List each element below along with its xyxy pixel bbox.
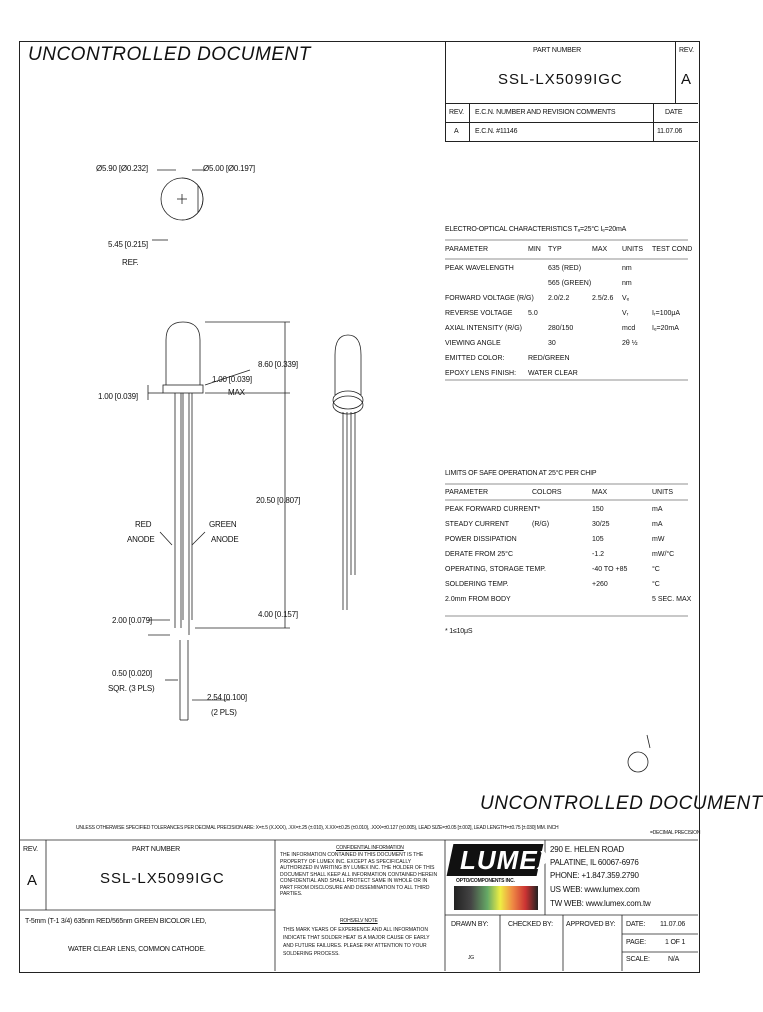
limits-header-0: PARAMETER	[445, 489, 489, 496]
eo-cell: PEAK WAVELENGTH	[445, 265, 514, 272]
approved-by-label: APPROVED BY:	[566, 921, 616, 928]
dim-height-ref: 5.45 [0.215]	[108, 240, 148, 249]
conf-text: THE INFORMATION CONTAINED IN THIS DOCUMENT IS THE PROPERTY OF LUMEX INC. EXCEPT AS SPECIFICALLY AUTHORIZED IN WRITING BY LUMEX INC. THE HOLDER OF THIS DOCUMENT SHALL KEEP ALL INFORMATION CONTAINED HEREIN CONFIDENTIAL AND SHALL PROTECT SAME IN WHOLE OR IN PART FROM DISCLOSURE AND DISSEMINATION TO ALL THIRD PARTIES.	[280, 852, 438, 897]
limits-cell: mA	[652, 521, 663, 528]
eo-cell: RED/GREEN	[528, 355, 570, 362]
addr-4: US WEB: www.lumex.com	[550, 885, 640, 894]
limits-cell: +260	[592, 581, 608, 588]
eo-cell: 5.0	[528, 310, 538, 317]
lumex-logo	[448, 842, 556, 912]
limits-cell: PEAK FORWARD CURRENT*	[445, 506, 541, 513]
limits-title: LIMITS OF SAFE OPERATION AT 25°C PER CHIP	[445, 470, 597, 477]
eo-cell: Iₑ=20mA	[652, 325, 679, 332]
limits-cell: mW	[652, 536, 665, 543]
eo-title: ELECTRO-OPTICAL CHARACTERISTICS Tₐ=25°C Iₑ=20mA	[445, 226, 627, 233]
drawn-by-value: JG	[468, 955, 474, 961]
dim-pitch-note: (2 PLS)	[211, 708, 237, 717]
limits-cell: 5 SEC. MAX	[652, 596, 692, 603]
rohs-title: ROHS/ELV NOTE	[340, 918, 378, 924]
eo-cell: Iᵣ=100μA	[652, 310, 681, 317]
eo-cell: EMITTED COLOR:	[445, 355, 505, 362]
tb-rev: A	[27, 872, 37, 889]
limits-cell: 2.0mm FROM BODY	[445, 596, 511, 603]
eo-header-5: TEST COND	[652, 246, 693, 253]
scale-label: SCALE:	[626, 956, 650, 963]
drawn-by-label: DRAWN BY:	[451, 921, 489, 928]
scale-value: N/A	[668, 956, 680, 963]
checked-by-label: CHECKED BY:	[508, 921, 553, 928]
dim-flange: 1.00 [0.039]	[212, 375, 252, 384]
eo-cell: WATER CLEAR	[528, 370, 578, 377]
part-number: SSL-LX5099IGC	[498, 71, 623, 88]
page-label: PAGE:	[626, 939, 646, 946]
limits-cell: POWER DISSIPATION	[445, 536, 517, 543]
eo-cell: FORWARD VOLTAGE (R/G)	[445, 295, 534, 302]
addr-2: PALATINE, IL 60067-6976	[550, 858, 639, 867]
tb-part-number: SSL-LX5099IGC	[100, 870, 225, 887]
watermark-bottom: UNCONTROLLED DOCUMENT	[480, 793, 763, 814]
rohs-mark	[628, 735, 650, 772]
rev-table-r2: 11.07.06	[657, 128, 683, 135]
eo-header-2: TYP	[548, 246, 562, 253]
dim-outer-diameter: Ø5.90 [Ø0.232]	[96, 164, 148, 173]
rev-table-h2: DATE	[665, 109, 683, 116]
limits-cell: °C	[652, 566, 660, 573]
eo-cell: Vₑ	[622, 295, 630, 302]
label-anode-red: ANODE	[127, 535, 155, 544]
eo-header-3: MAX	[592, 246, 608, 253]
page-value: 1 OF 1	[665, 939, 686, 946]
led-side-view	[333, 335, 363, 610]
addr-1: 290 E. HELEN ROAD	[550, 845, 624, 854]
limits-cell: SOLDERING TEMP.	[445, 581, 509, 588]
rev-value: A	[681, 71, 691, 88]
dim-body-diameter: Ø5.00 [Ø0.197]	[203, 164, 255, 173]
dim-lead-length: 20.50 [0.807]	[256, 496, 301, 505]
rev-table-r1: E.C.N. #11146	[475, 128, 518, 135]
limits-cell: 30/25	[592, 521, 610, 528]
date-label: DATE:	[626, 921, 646, 928]
tb-desc-1: T-5mm (T-1 3/4) 635nm RED/565nm GREEN BICOLOR LED,	[25, 918, 207, 925]
addr-3: PHONE: +1.847.359.2790	[550, 871, 639, 880]
eo-header-4: UNITS	[622, 246, 643, 253]
eo-header-1: MIN	[528, 246, 541, 253]
label-red: RED	[135, 520, 152, 529]
limits-cell: STEADY CURRENT	[445, 521, 510, 528]
eo-header-0: PARAMETER	[445, 246, 489, 253]
dim-lead-offset: 2.00 [0.079]	[112, 616, 152, 625]
eo-cell: nm	[622, 280, 632, 287]
eo-cell: Vᵣ	[622, 310, 629, 317]
eo-cell: 2.0/2.2	[548, 295, 570, 302]
dim-ref-label: REF.	[122, 258, 139, 267]
limits-header-2: MAX	[592, 489, 608, 496]
eo-cell: 280/150	[548, 325, 574, 332]
rohs-text: THIS MARK YEARS OF EXPERIENCE AND ALL INFORMATION INDICATE THAT SOLDER HEAT IS A MAJOR CAUSE OF EARLY AND FUTURE FAILURES. PLEASE PAY ATTENTION TO YOUR SOLDERING PROCESS.	[283, 927, 430, 957]
limits-cell: DERATE FROM 25°C	[445, 551, 514, 558]
eo-cell: nm	[622, 265, 632, 272]
dim-pitch: 2.54 [0.100]	[207, 693, 247, 702]
tb-rev-label: REV.	[23, 846, 38, 853]
date-value: 11.07.06	[660, 921, 686, 928]
tolerance-note-b: =DECIMAL PRECISION	[650, 830, 701, 836]
rev-table-h0: REV.	[449, 109, 464, 116]
eo-cell: VIEWING ANGLE	[445, 340, 501, 347]
conf-title: CONFIDENTIAL INFORMATION	[336, 845, 404, 851]
limits-cell: 105	[592, 536, 604, 543]
dim-lead-sqr-note: SQR. (3 PLS)	[108, 684, 155, 693]
limits-cell: OPERATING, STORAGE TEMP.	[445, 566, 547, 573]
eo-cell: REVERSE VOLTAGE	[445, 310, 513, 317]
logo-text: LUMEX	[460, 845, 556, 875]
eo-cell: 2θ ½	[622, 340, 638, 347]
tb-desc-2: WATER CLEAR LENS, COMMON CATHODE.	[68, 946, 206, 953]
addr-5: TW WEB: www.lumex.com.tw	[550, 899, 651, 908]
tolerance-note: UNLESS OTHERWISE SPECIFIED TOLERANCES PER DECIMAL PRECISION ARE: X=±.5 (X.XXX), .XX=±.25 (±.010), X.XX=±0.25 (±0.010), .XXX=±0.127 (±0.005), LEAD SIZE=±0.05 [±.002], LEAD LENGTH=±0.75 [±.030] MM. INCH	[76, 825, 559, 831]
limits-cell: °C	[652, 581, 660, 588]
label-anode-green: ANODE	[211, 535, 239, 544]
label-green: GREEN	[209, 520, 237, 529]
limits-cell: 150	[592, 506, 604, 513]
dim-lead-sqr: 0.50 [0.020]	[112, 669, 152, 678]
part-number-label: PART NUMBER	[533, 47, 581, 54]
limits-header-3: UNITS	[652, 489, 673, 496]
dim-flange-left: 1.00 [0.039]	[98, 392, 138, 401]
limits-cell: mW/°C	[652, 551, 675, 558]
limits-footnote: * 1≤10μS	[445, 628, 473, 635]
limits-cell: -1.2	[592, 551, 605, 558]
eo-cell: AXIAL INTENSITY (R/G)	[445, 325, 523, 332]
eo-cell: 2.5/2.6	[592, 295, 614, 302]
dim-total-height: 8.60 [0.339]	[258, 360, 298, 369]
eo-cell: 635 (RED)	[548, 265, 582, 272]
limits-cell: (R/G)	[532, 521, 550, 528]
limits-header-1: COLORS	[532, 489, 562, 496]
limits-cell: mA	[652, 506, 663, 513]
eo-cell: EPOXY LENS FINISH:	[445, 370, 517, 377]
dim-flange-max: MAX	[228, 388, 245, 397]
tb-pn-label: PART NUMBER	[132, 846, 180, 853]
rev-table-h1: E.C.N. NUMBER AND REVISION COMMENTS	[475, 109, 616, 116]
dim-short-lead: 4.00 [0.157]	[258, 610, 298, 619]
watermark-top: UNCONTROLLED DOCUMENT	[28, 44, 311, 65]
limits-cell: -40 TO +85	[592, 566, 628, 573]
eo-cell: mcd	[622, 325, 636, 332]
rev-label: REV.	[679, 47, 694, 54]
eo-cell: 565 (GREEN)	[548, 280, 592, 287]
eo-cell: 30	[548, 340, 556, 347]
led-top-view	[152, 170, 204, 240]
rev-table-r0: A	[454, 128, 459, 135]
logo-sub: OPTO/COMPONENTS INC.	[456, 878, 515, 884]
